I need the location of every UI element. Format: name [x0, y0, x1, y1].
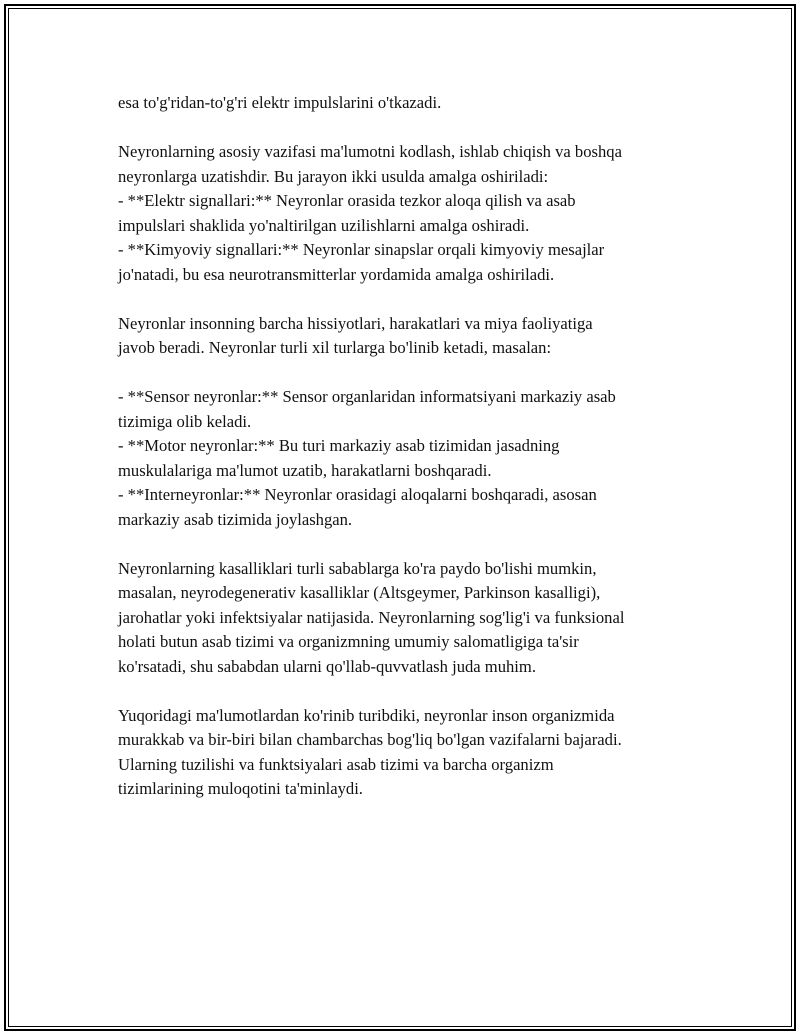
text-line: muskulalariga ma'lumot uzatib, harakatlarni boshqaradi. [118, 460, 492, 480]
text-line: murakkab va bir-biri bilan chambarchas bog'liq bo'lgan vazifalarni bajaradi. [118, 730, 622, 749]
paragraph-3 [118, 312, 698, 361]
text-line: Ularning tuzilishi va funktsiyalari asab tizimi va barcha organizm [118, 754, 554, 774]
text-line: tizimlarining muloqotini ta'minlaydi. [118, 779, 363, 798]
text-line: neyronlarga uzatishdir. Bu jarayon ikki usulda amalga oshiriladi: [118, 166, 549, 186]
text-line: - **Interneyronlar:** Neyronlar orasidagi aloqalarni boshqaradi, asosan [118, 485, 597, 504]
text-line: ko'rsatadi, shu sababdan ularni qo'llab-quvvatlash juda muhim. [118, 656, 536, 676]
text-line: tizimiga olib keladi. [118, 411, 252, 431]
text-line: jarohatlar yoki infektsiyalar natijasida. Neyronlarning sog'lig'i va funksional [118, 607, 625, 627]
paragraph-1 [118, 91, 698, 116]
text-line: masalan, neyrodegenerativ kasalliklar (Altsgeymer, Parkinson kasalligi), [118, 583, 601, 602]
text-line: Yuqoridagi ma'lumotlardan ko'rinib turibdiki, neyronlar inson organizmida [118, 705, 615, 725]
text-line: holati butun asab tizimi va organizmning umumiy salomatligiga ta'sir [118, 632, 579, 651]
paragraph-2 [118, 140, 698, 287]
text-line: - **Elektr signallari:** Neyronlar orasida tezkor aloqa qilish va asab [118, 191, 576, 210]
paragraph-4 [118, 385, 698, 532]
text-line: markaziy asab tizimida joylashgan. [118, 509, 353, 529]
text-line: Neyronlar insonning barcha hissiyotlari, harakatlari va miya faoliyatiga [118, 313, 593, 333]
text-line: - **Motor neyronlar:** Bu turi markaziy asab tizimidan jasadning [118, 436, 560, 455]
text-line: Neyronlarning asosiy vazifasi ma'lumotni kodlash, ishlab chiqish va boshqa [118, 142, 622, 161]
paragraph-5 [118, 557, 698, 680]
text-line: Neyronlarning kasalliklari turli sabablarga ko'ra paydo bo'lishi mumkin, [118, 558, 597, 578]
text-line: - **Kimyoviy signallari:** Neyronlar sinapslar orqali kimyoviy mesajlar [118, 240, 605, 259]
text-line: impulslari shaklida yo'naltirilgan uzilishlarni amalga oshiradi. [118, 215, 530, 235]
text-line: javob beradi. Neyronlar turli xil turlarga bo'linib ketadi, masalan: [118, 338, 552, 357]
text-line: esa to'g'ridan-to'g'ri elektr impulslarini o'tkazadi. [118, 93, 442, 112]
document-body [118, 91, 698, 826]
text-line: jo'natadi, bu esa neurotransmitterlar yordamida amalga oshiriladi. [118, 264, 555, 284]
paragraph-6 [118, 704, 698, 802]
text-line: - **Sensor neyronlar:** Sensor organlaridan informatsiyani markaziy asab [118, 387, 616, 406]
